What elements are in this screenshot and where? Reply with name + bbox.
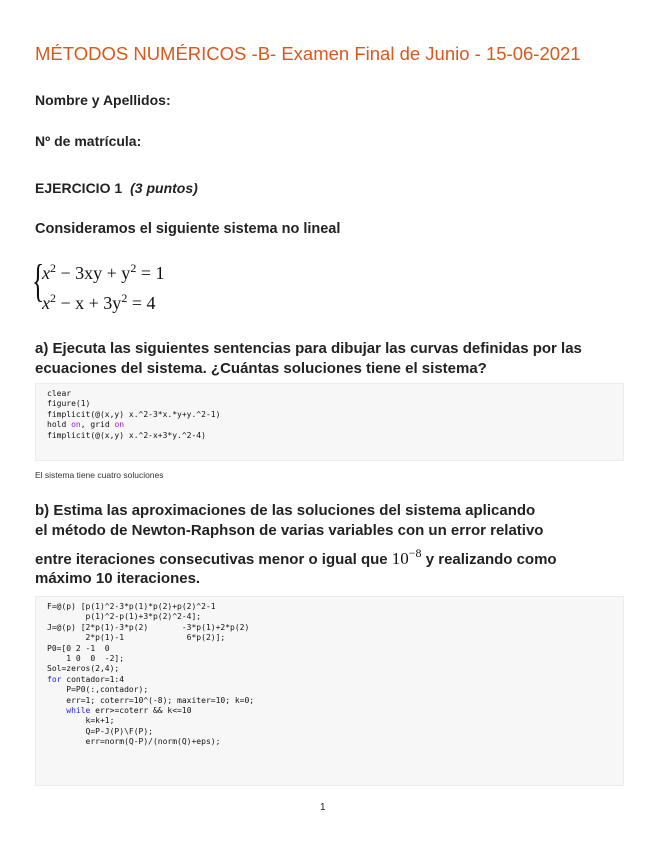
code-line: err=1; coterr=10^(-8); maxiter=10; k=0; (47, 695, 255, 705)
part-b-q3-text-b: y realizando como (421, 551, 557, 568)
tolerance-exponent: −8 (408, 546, 422, 560)
code-line: k=k+1; (47, 716, 115, 726)
code-line: 2*p(1)-1 6*p(2)]; (47, 633, 226, 643)
part-a-code-block (35, 383, 624, 461)
code-line: err=norm(Q-P)/(norm(Q)+eps); (47, 737, 221, 747)
code-line: fimplicit(@(x,y) x.^2-x+3*y.^2-4) (47, 430, 206, 440)
code-line: figure(1) (47, 399, 91, 409)
part-b-code-block (35, 596, 624, 786)
code-line: hold on, grid on (47, 420, 125, 430)
part-b-question-line-2: el método de Newton-Raphson de varias variables con un error relativo (35, 522, 544, 539)
code-line: Sol=zeros(2,4); (47, 664, 120, 674)
part-a-question: a) Ejecuta las siguientes sentencias para dibujar las curvas definidas por las ecuaciones del sistema. ¿Cuántas soluciones tiene el sistema? (35, 340, 582, 377)
eq2-middle: − x + 3y (56, 293, 122, 313)
code-line: fimplicit(@(x,y) x.^2-3*x.*y+y.^2-1) (47, 409, 221, 419)
exam-title: MÉTODOS NUMÉRICOS -B- Examen Final de Junio - 15-06-2021 (35, 43, 581, 64)
equation-1 (42, 263, 164, 284)
eq1-exp-1: 2 (50, 261, 56, 275)
exercise-heading (35, 180, 198, 196)
part-b-q3-text-a: entre iteraciones consecutivas menor o igual que (35, 551, 392, 568)
eq1-rhs: = 1 (136, 263, 165, 283)
code-line: P=P0(:,contador); (47, 685, 149, 695)
name-label: Nombre y Apellidos: (35, 92, 171, 108)
exercise-title: EJERCICIO 1 (35, 180, 123, 196)
eq2-x: x (42, 293, 50, 313)
system-brace: { (32, 255, 45, 306)
code-line: Q=P-J(P)\F(P); (47, 726, 153, 736)
part-a-answer: El sistema tiene cuatro soluciones (35, 470, 164, 480)
page-number: 1 (320, 802, 326, 813)
equation-2 (42, 293, 155, 314)
part-b-question-line-4: máximo 10 iteraciones. (35, 570, 201, 587)
eq2-rhs: = 4 (127, 293, 156, 313)
eq2-exp-1: 2 (50, 291, 56, 305)
tolerance-base: 10 (391, 549, 409, 568)
exercise-intro: Consideramos el siguiente sistema no lineal (35, 221, 341, 237)
code-line: P0=[0 2 -1 0 (47, 643, 110, 653)
eq1-exp-2: 2 (130, 261, 137, 275)
eq2-exp-2: 2 (121, 291, 128, 305)
code-line: clear (47, 389, 72, 398)
code-line: p(1)^2-p(1)+3*p(2)^2-4]; (47, 612, 202, 622)
part-b-question-line-3 (35, 546, 557, 570)
part-b-question-line-1: b) Estima las aproximaciones de las soluciones del sistema aplicando (35, 502, 536, 519)
exercise-points: (3 puntos) (130, 180, 198, 196)
code-line: 1 0 0 -2]; (47, 654, 125, 664)
code-line: while err>=coterr && k<=10 (66, 706, 192, 716)
code-line: F=@(p) [p(1)^2-3*p(1)*p(2)+p(2)^2-1 (47, 602, 216, 611)
code-line: for contador=1:4 (47, 674, 125, 684)
eq1-middle: − 3xy + y (56, 263, 131, 283)
student-id-label: Nº de matrícula: (35, 133, 142, 149)
eq1-x: x (42, 263, 50, 283)
code-line: J=@(p) [2*p(1)-3*p(2) -3*p(1)+2*p(2) (47, 622, 250, 632)
